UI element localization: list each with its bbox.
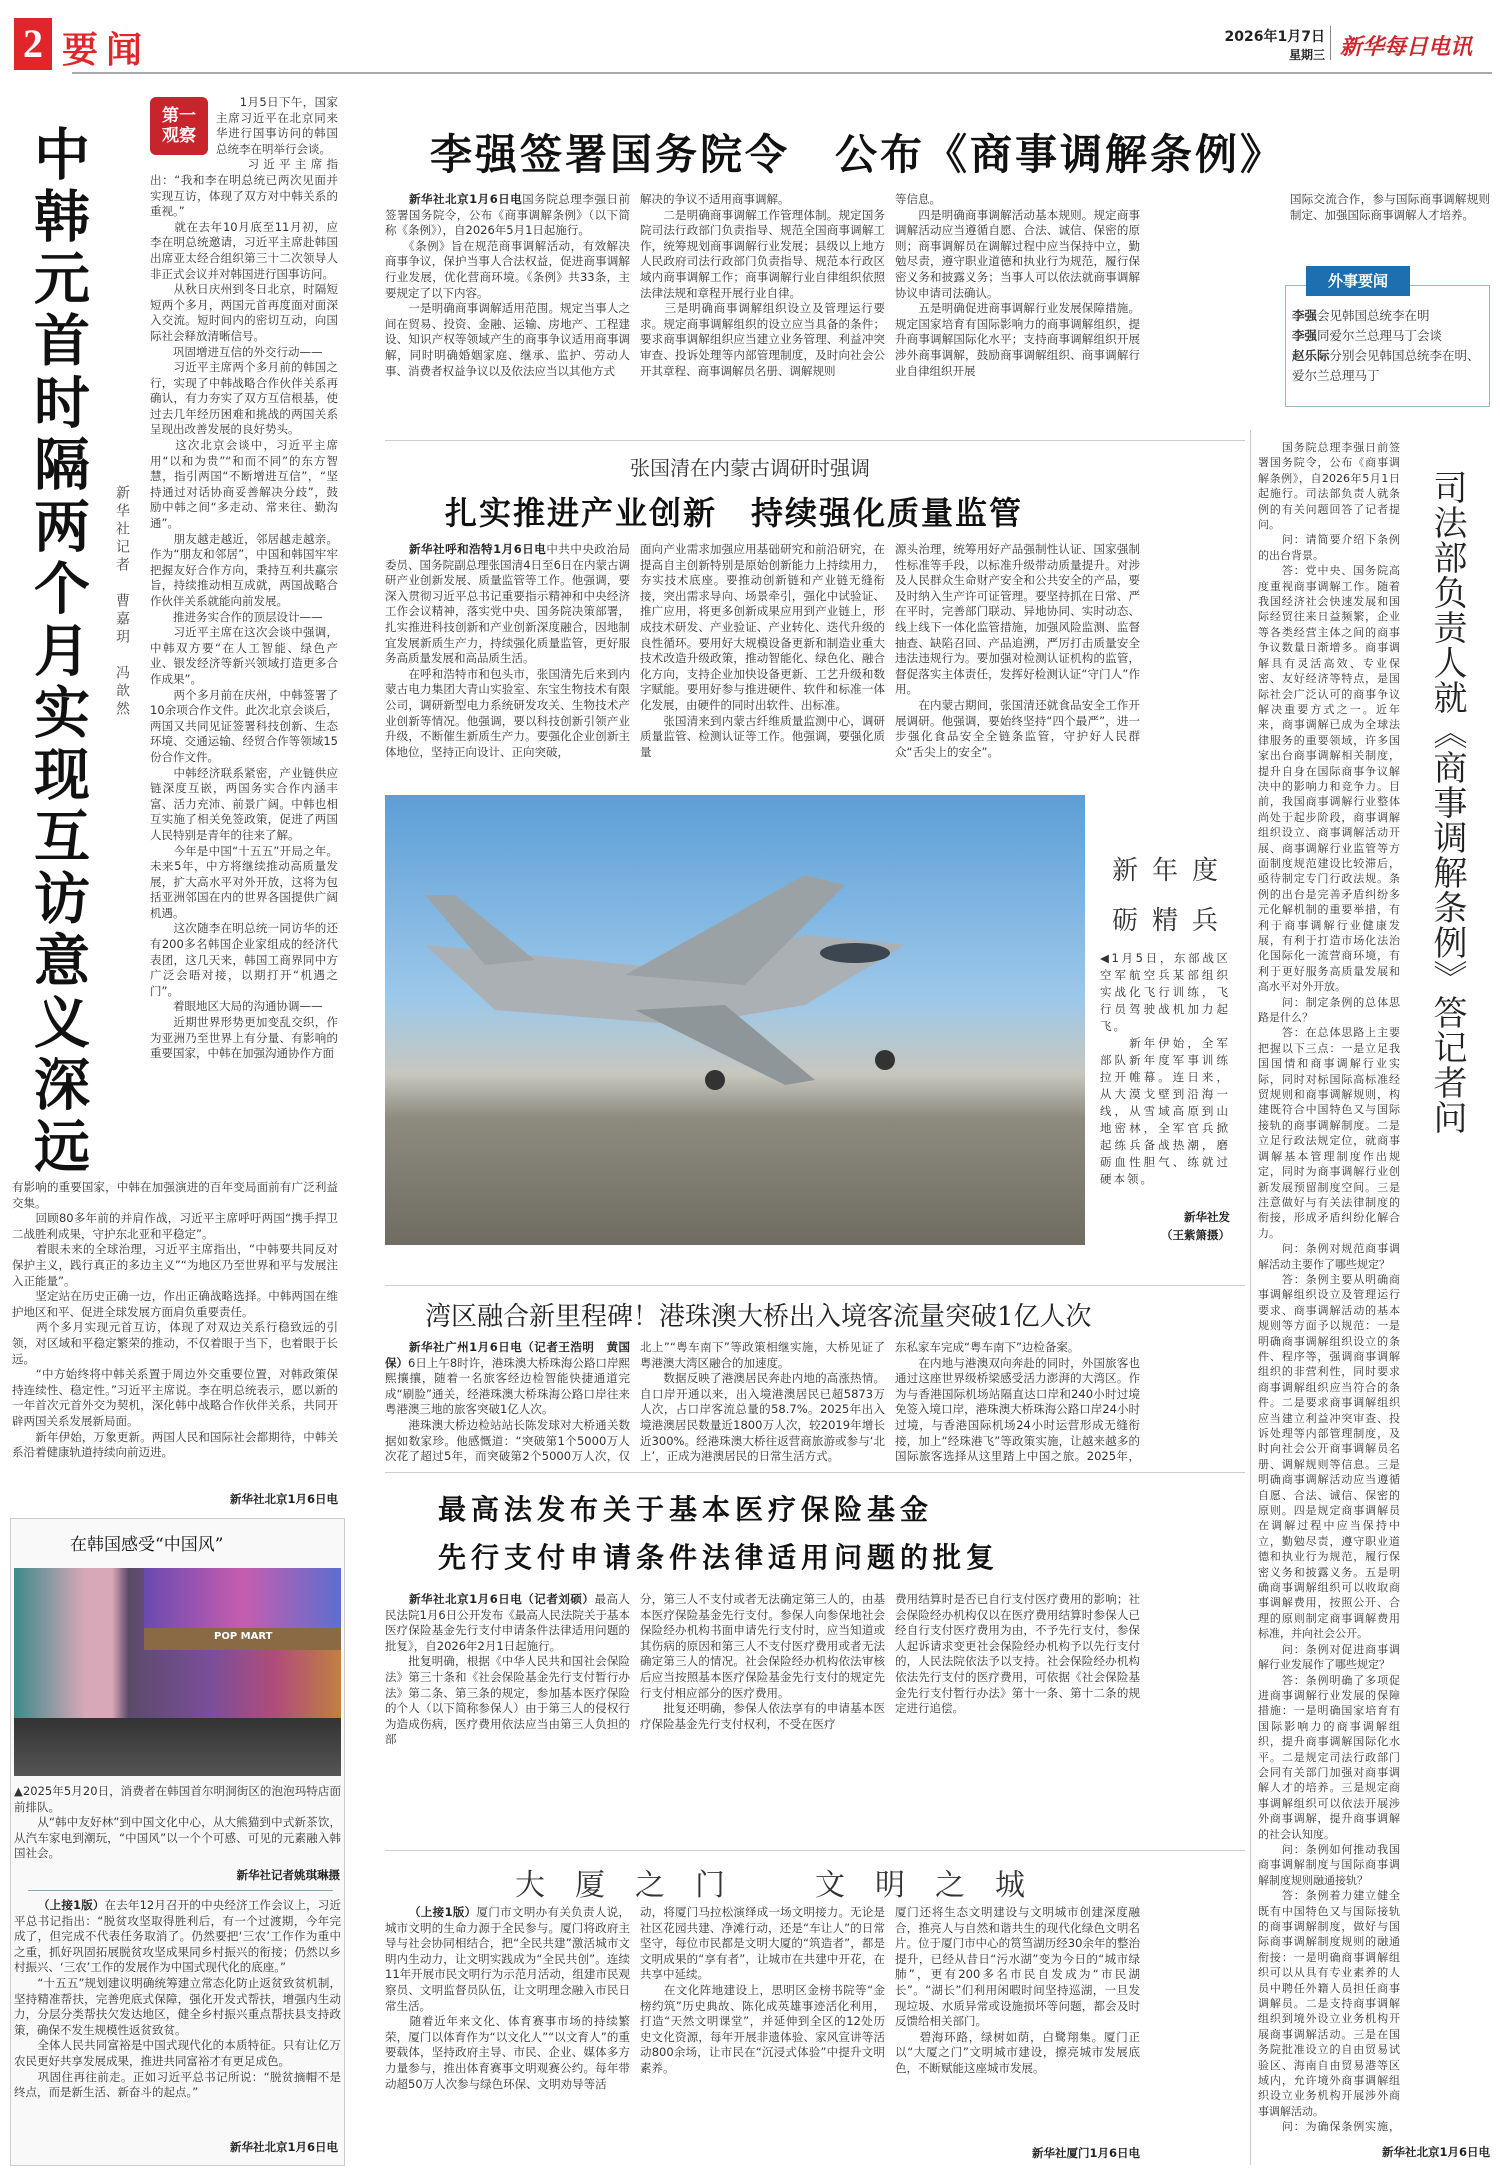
article4-headline-line2: 先行支付申请条件法律适用问题的批复 bbox=[438, 1541, 1000, 1574]
page-number: 2 bbox=[14, 18, 52, 70]
fighter-jet-icon bbox=[385, 795, 1085, 1245]
continued-text: 在去年12月召开的中央经济工作会议上，习近平总书记指出：“脱贫攻坚取得胜利后，有一个过渡期，今年完成了，但完成不代表任务取消了。仍然要把‘三农’工作作为重中之重，抓好巩固拓展脱贫攻坚成果同乡村振兴的衔接；仍然以乡村振兴、‘三农’工作的发展作为中国式现代化的底座。” “十五五”规划建议明确统筹建立常态化防止返贫致贫机制，坚持精准帮扶，完善兜底式保障，强化开发式帮扶，增强内生动力，分层分类帮扶欠发达地区，健全乡村振兴重点帮扶县支持政策，确保不发生规模性返贫致贫。 全体人民共同富裕是中国式现代化的本质特征。只有让亿万农民更好共享发展成果，推进共同富裕才有更足成色。 巩固住再往前走。正如习近平总书记所说：“脱贫摘帽不是终点，而是新生活、新奋斗的起点。” bbox=[14, 1898, 341, 2100]
article4-col-2: 分，第三人不支付或者无法确定第三人的，由基本医疗保险基金先行支付。参保人向参保地社会保险经办机构书面申请先行支付时，应当知道或其伤病的原因和第三人不支付医疗费用或者无法确定第三人的情况。社会保险经办机构依法审核后应当按照基本医疗保险基金先行支付的规定先行支付相应部分的医疗费用。 批复还明确，参保人依法享有的申请基本医疗保险基金先行支付权利，不受在医疗 bbox=[640, 1592, 885, 1731]
article5-continued-label: （上接1版） bbox=[409, 1905, 477, 1919]
article2-col-3: 源头治理，统筹用好产品强制性认证、国家强制性标准等手段，以标准升级带动质量提升。对涉及人民群众生命财产安全和公共安全的产品，要及时纳入生产许可证管理。要坚持抓在日常、严在平时，完善部门联动、异地协同、实时动态、线上线下一体化监管措施，加强风险监测、监督抽查、缺陷召回、产品追溯，严厉打击质量安全违法违规行为。要加强对检测认证机构的监管，督促落实主体责任，发挥好检测认证“守门人”作用。 在内蒙古期间，张国清还就食品安全工作开展调研。他强调，要始终坚持“四个最严”，进一步强化食品安全全链条监管，守护好人民群众“舌尖上的安全”。 bbox=[895, 542, 1140, 759]
article4-headline-line1: 最高法发布关于基本医疗保险基金 bbox=[438, 1493, 934, 1526]
pop-mart-sign: POP MART bbox=[214, 1631, 273, 1642]
korea-headline: 中韩元首时隔两个月实现互访意义深远 bbox=[25, 125, 91, 1179]
photo-credit-agency: 新华社发 bbox=[1184, 1210, 1230, 1224]
article1-col-1 bbox=[385, 192, 630, 432]
section-rule bbox=[385, 440, 1245, 441]
korea-article-full: 有影响的重要国家，中韩在加强演进的百年变局面前有广泛利益交集。 回顾80多年前的并肩作战，习近平主席呼吁两国“携手捍卫二战胜利成果，守护东北亚和平稳定”。 着眼未来的全球治理，习近平主席指出，“中韩要共同反对保护主义，践行真正的多边主义”“为地区乃至世界和平与发展注入正能量”。 坚定站在历史正确一边，作出正确战略选择。中韩两国在维护地区和平、促进全球发展方面肩负重要责任。 两个多月实现元首互访，体现了对双边关系行稳致远的引领，对区域和平稳定繁荣的推动，不仅着眼于当下，也着眼于长远。 “中方始终将中韩关系置于周边外交重要位置，对韩政策保持连续性、稳定性。”习近平主席说。李在明总统表示，愿以新的一年首次元首外交为契机，深化韩中战略合作伙伴关系，共同开辟两国关系发展新局面。 新年伊始，万象更新。两国人民和国际社会都期待，中韩关系沿着健康轨道持续向前迈进。 bbox=[12, 1180, 338, 1460]
photo-title-line1: 新年度 bbox=[1112, 856, 1233, 886]
article3-col-2: 北上”“粤车南下”等政策相继实施，大桥见证了粤港澳大湾区融合的加速度。 数据反映了港澳居民奔赴内地的高涨热情。自口岸开通以来，出入境港澳居民已超5873万人次，占口岸客流总量的58.7%。2025年出入境港澳居民数量近1800万人次，较2019年增长近300%。经港珠澳大桥往返营商旅游或参与‘北上’，正成为港澳居民的日常生活方式。 bbox=[640, 1340, 885, 1464]
article4-col-1: 新华社北京1月6日电（记者刘硕）最高人民法院1月6日公开发布《最高人民法院关于基本医疗保险基金先行支付申请条件法律适用问题的批复》，自2026年2月1日起施行。 批复明确，根据《中华人民共和国社会保险法》第三十条和《社会保险基金先行支付暂行办法》第二条、第三条的规定，参加基本医疗保险的个人（以下简称参保人）由于第三人的侵权行为造成伤病，医疗费用依法应当由第三人负担的部 bbox=[385, 1592, 630, 1747]
issue-date bbox=[1195, 26, 1325, 63]
article1-text: 国务院总理李强日前签署国务院令，公布《商事调解条例》（以下简称《条例》），自2026年5月1日起施行。 《条例》旨在规范商事调解活动，有效解决商事争议，保护当事人合法权益，促进商事调解行业发展，优化营商环境。《条例》共33条，主要规定了以下内容。 一是明确商事调解适用范围。规定当事人之间在贸易、投资、金融、运输、房地产、工程建设、知识产权等领域产生的商事争议适用商事调解，同时明确婚姻家庭、继承、监护、劳动人事、消费者权益争议以及依法应当以其他方式 bbox=[385, 192, 630, 378]
header-divider bbox=[1330, 26, 1331, 60]
foreign-news-list bbox=[1292, 306, 1487, 386]
article1-dateline: 新华社北京1月6日电 bbox=[409, 192, 523, 206]
photo-caption: ▲2025年5月20日，消费者在韩国首尔明洞街区的泡泡玛特店面前排队。 从“韩中友好林”到中国文化中心，从大熊猫到中式新茶饮，从汽车家电到潮玩，“中国风”以一个个可感、可见的元素融入韩国社会。 bbox=[14, 1784, 341, 1861]
article5-headline: 大 厦 之 门 文 明 之 城 bbox=[515, 1868, 1025, 1903]
weekday: 星期三 bbox=[1288, 48, 1325, 62]
foreign-news-item[interactable]: 赵乐际分别会见韩国总统李在明、爱尔兰总理马丁 bbox=[1292, 348, 1480, 383]
qa-dateline: 新华社北京1月6日电 bbox=[1381, 2145, 1490, 2159]
qa-article: 国务院总理李强日前签署国务院令，公布《商事调解条例》，自2026年5月1日起施行。司法部负责人就条例的有关问题回答了记者提问。 问：请简要介绍下条例的出台背景。 答：党中央、国务院高度重视商事调解工作。随着我国经济社会快速发展和国际经贸往来日益频繁，企业等各类经营主体之间的商事争议数量日渐增多。商事调解具有灵活高效、专业保密、友好经济等特点，是国际社会广泛认可的商事争议解决重要方式之一。近年来，商事调解已成为全球法律服务的重要领域，许多国家出台商事调解相关制度，提升自身在国际商事争议解决中的影响力和竞争力。目前，我国商事调解行业整体尚处于起步阶段，商事调解组织设立、商事调解活动开展、商事调解行业监管等方面制度规范建设比较滞后，亟待制定专门行政法规。条例的出台是完善矛盾纠纷多元化解机制的重要举措，有利于商事调解行业健康发展，有利于打造市场化法治化国际化一流营商环境，有利于更好服务高质量发展和高水平对外开放。 问：制定条例的总体思路是什么？ 答：在总体思路上主要把握以下三点：一是立足我国国情和商事调解行业实际，同时对标国际高标准经贸规则和商事调解规则，构建既符合中国特色又与国际接轨的商事调解制度。二是立足行政法规定位，就商事调解基本管理制度作出规定，同时为商事调解行业创新发展预留制度空间。三是注意做好与有关法律制度的衔接，形成矛盾纠纷化解合力。 问：条例对规范商事调解活动主要作了哪些规定？ 答：条例主要从明确商事调解组织设立及管理运行要求、商事调解活动的基本规则等方面予以规范：一是明确商事调解组织设立的条件、程序等，强调商事调解组织的非营利性，同时要求商事调解组织应当符合的条件。二是要求商事调解组织应当建立利益冲突审查、投诉处理等内部管理制度，及时向社会公开商事调解员名册、调解规则等信息。三是明确商事调解活动应当遵循自愿、合法、诚信、保密的原则。四是规定商事调解员在调解过程中应当保持中立，勤勉尽责，遵守职业道德和执业行为规范，履行保密义务和披露义务。五是明确商事调解组织可以收取商事调解费用，按照公开、合理的原则制定商事调解费用标准，并向社会公开。 问：条例对促进商事调解行业发展作了哪些规定？ 答：条例明确了多项促进商事调解行业发展的保障措施：一是明确国家培育有国际影响力的商事调解组织，提升商事调解国际化水平。二是规定司法行政部门会同有关部门加强对商事调解人才的培养。三是规定商事调解组织可以依法开展涉外商事调解，提升商事调解的社会认知度。 问：条例如何推动我国商事调解制度与国际商事调解制度规则融通接轨？ 答：条例着力建立健全既有中国特色又与国际接轨的商事调解制度，做好与国际商事调解制度规则的融通衔接：一是明确商事调解组织可以从具有专业素养的人员中聘任外籍人员担任商事调解员。二是支持商事调解组织到境外设立业务机构开展商事调解活动。三是在国务院批准设立的自由贸易试验区、海南自由贸易港等区域内，允许境外商事调解组织设立业务机构开展涉外商事调解活动。 问：为确保条例实施， bbox=[1258, 441, 1400, 2134]
paper-logo: 新华每日电讯 bbox=[1340, 34, 1473, 60]
photo-box-title: 在韩国感受“中国风” bbox=[70, 1535, 224, 1555]
korea-article-text: 1月5日下午，国家主席习近平在北京同来华进行国事访问的韩国总统李在明举行会谈。 习近平主席指出：“我和李在明总统已两次见面并实现互访，体现了双方对中韩关系的重视。” 就在去年10月底至11月初，应李在明总统邀请，习近平主席赴韩国出席亚太经合组织第三十二次领导人非正式会议并对韩国进行国事访问。 从秋日庆州到冬日北京，时隔短短两个多月，两国元首再度面对面深入交流。短时间内的密切互动，向国际社会释放清晰信号。 巩固增进互信的外交行动—— 习近平主席两个多月前的韩国之行，实现了中韩战略合作伙伴关系再确认，有力夯实了双方互信根基，使过去几年经历困难和挑战的两国关系呈现出改善发展的良好势头。 这次北京会谈中，习近平主席用“以和为贵”“和而不同”的东方智慧，指引两国“不断增进互信”，“坚持通过对话协商妥善解决分歧”，鼓励中韩之间“多走动、常来往、勤沟通”。 朋友越走越近，邻居越走越亲。作为“朋友和邻居”，中国和韩国牢牢把握友好合作方向，秉持互利共赢宗旨，持续推动相互成就，两国战略合作伙伴关系就能向前发展。 推进务实合作的顶层设计—— 习近平主席在这次会谈中强调，中韩双方要“在人工智能、绿色产业、银发经济等新兴领域打造更多合作成果”。 两个多月前在庆州，中韩签署了10余项合作文件。此次北京会谈后，两国又共同见证签署科技创新、生态环境、交通运输、经贸合作等领域15份合作文件。 中韩经济联系紧密，产业链供应链深度互嵌，两国务实合作内涵丰富、活力充沛、前景广阔。中韩也相互实施了相关免签政策，促进了两国人民特别是青年的往来了解。 今年是中国“十五五”开局之年。未来5年，中方将继续推动高质量发展，扩大高水平对外开放，这将为包括亚洲邻国在内的世界各国提供广阔机遇。 这次随李在明总统一同访华的还有200多名韩国企业家组成的经济代表团，这几天来，韩国工商界同中方广泛会晤对接，以期打开“机遇之门”。 着眼地区大局的沟通协调—— 近期世界形势更加变乱交织，作为亚洲乃至世界上有分量、有影响的重要国家，中韩在加强沟通协作方面 bbox=[150, 95, 338, 1061]
section-rule bbox=[385, 1285, 1245, 1286]
article2-col-1: 新华社呼和浩特1月6日电中共中央政治局委员、国务院副总理张国清4日至6日在内蒙古调研产业创新发展、质量监管等工作。他强调，要深入贯彻习近平总书记重要指示精神和中央经济工作会议精神，落实党中央、国务院决策部署，扎实推进科技创新和产业创新深度融合，因地制宜发展新质生产力，持续强化质量监管，更好服务高质量发展和高品质生活。 在呼和浩特市和包头市，张国清先后来到内蒙古电力集团大青山实验室、东宝生物技术有限公司，调研新型电力系统研发攻关、生物技术产业创新等情况。他强调，要以科技创新引领产业升级，不断催生新质生产力。要强化企业创新主体地位，坚持正向设计、正向突破， bbox=[385, 542, 630, 759]
article5-col-1: （上接1版）厦门市文明办有关负责人说，城市文明的生命力源于全民参与。厦门将政府主导与社会协同相结合，把“全民共建”激活城市文明内生动力，让文明实践成为“全民共创”。连续11年开展市民文明行为示范月活动，组建市民观察员、文明监督员队伍，让文明理念融入市民日常生活。 随着近年来文化、体育赛事市场的持续繁荣，厦门以体育作为“以文化人”“以文育人”的重要载体，坚持政府主导、市民、企业、媒体多方力量参与，推出体育赛事文明观赛公约。每年带动超50万人次参与绿色环保、文明劝导等活 bbox=[385, 1905, 630, 2091]
article2-headline: 扎实推进产业创新 持续强化质量监管 bbox=[445, 494, 1024, 532]
article3-col-3: 东私家车完成“粤车南下”边检备案。 在内地与港澳双向奔赴的同时，外国旅客也通过这座世界级桥梁感受活力澎湃的大湾区。作为与香港国际机场站隔直达口岸和240小时过境免签入境口岸，港珠澳大桥珠海公路口岸24小时过境，与香港国际机场24小时运营形成无缝衔接，加上“经珠港飞”等政策实施，让越来越多的国际旅客选择从这里踏上中国之旅。2025年， bbox=[895, 1340, 1140, 1464]
qa-headline: 司法部负责人就《商事调解条例》答记者问 bbox=[1427, 470, 1467, 1135]
header-rule bbox=[72, 72, 1492, 74]
article4-dateline: 新华社北京1月6日电（记者刘硕） bbox=[409, 1592, 595, 1606]
photo-credit: 新华社记者姚琪琳摄 bbox=[236, 1868, 340, 1882]
article1-headline: 李强签署国务院令 公布《商事调解条例》 bbox=[430, 130, 1286, 179]
article3-headline: 湾区融合新里程碑！港珠澳大桥出入境客流量突破1亿人次 bbox=[425, 1302, 1092, 1332]
section-rule bbox=[385, 1472, 1245, 1473]
article3-col-1: 新华社广州1月6日电（记者王浩明 黄国保）6日上午8时许，港珠澳大桥珠海公路口岸熙熙攘攘，随着一名旅客经边检智能快捷通道完成“刷脸”通关，经港珠澳大桥珠海公路口岸往来粤港澳三地的旅客突破1亿人次。 港珠澳大桥边检站站长陈发球对大桥通关数据如数家珍。他感慨道：“突破第1个5000万人次花了超过5年，而突破第2个5000万人次，仅 bbox=[385, 1340, 630, 1464]
photo-caption-jet: ◀1月5日，东部战区空军航空兵某部组织实战化飞行训练，飞行员驾驶战机加力起飞。 新年伊始，全军部队新年度军事训练拉开帷幕。连日来，从大漠戈壁到沿海一线，从雪域高原到山地密林，全军官兵掀起练兵备战热潮，磨砺血性胆气、练就过硬本领。 bbox=[1100, 951, 1230, 1186]
article5-col-2: 动，将厦门马拉松演绎成一场文明接力。无论是社区花园共建、净滩行动，还是“车让人”的日常坚守，每位市民都是文明大厦的“筑造者”，都是文明成果的“享有者”，让城市在共建中开花，在共享中延续。 在文化阵地建设上，思明区金榜书院等“金榜约筑”历史典故、陈化成英雄事迹活化利用，打造“天然文明课堂”，并延伸到全区的12处历史文化资源，每年开展非遗体验、家风宣讲等活动800余场，让市民在“沉浸式体验”中提升文明素养。 bbox=[640, 1905, 885, 2075]
byline: 新华社记者 曹嘉玥 冯歆然 bbox=[114, 485, 130, 719]
article2-kicker: 张国清在内蒙古调研时强调 bbox=[630, 456, 870, 480]
article5-col-3: 厦门还将生态文明建设与文明城市创建深度融合，推亮人与自然和谐共生的现代化绿色文明名片。位于厦门市中心的筼筜湖历经30余年的整治提升，已经从昔日“污水湖”变为今日的“城市绿肺”，更有200多名市民自发成为“市民湖长”。“湖长”们利用闲暇时间坚持巡湖，一旦发现垃圾、水质异常或设施损坏等问题，都会及时反馈给相关部门。 碧海环路，绿树如荫，白鹭翔集。厦门正以“大厦之门”文明城市建设，擦亮城市发展底色，不断赋能这座城市发展。 bbox=[895, 1905, 1140, 2075]
article4-col-3: 费用结算时是否已自行支付医疗费用的影响；社会保险经办机构仅以在医疗费用结算时参保人已经自行支付医疗费用为由，不予先行支付，参保人起诉请求变更社会保险经办机构予以先行支付的，人民法院依法予以支持。社会保险经办机构依法先行支付的医疗费用，可依据《社会保险基金先行支付暂行办法》第十一条、第十二条的规定进行追偿。 bbox=[895, 1592, 1140, 1716]
section-title: 要闻 bbox=[62, 29, 151, 71]
photo-box-rule bbox=[28, 1890, 333, 1891]
continued-label: （上接1版） bbox=[38, 1898, 105, 1912]
article2-col-2: 面向产业需求加强应用基础研究和前沿研究，在提高自主创新特别是原始创新能力上持续用力，夯实技术底座。要推动创新链和产业链无缝衔接，突出需求导向、场景牵引，强化中试验证、推广应用，将更多创新成果应用到产业链上，形成技术研发、产业验证、产业转化、迭代升级的良性循环。要用好大规模设备更新和制造业重大技术改造升级政策，推动智能化、绿色化、融合化方向，支持企业加快设备更新、工艺升级和数字赋能。要用好参与推进硬件、软件和标准一体化发展，由硬件的同时出软件、出标准。 张国清来到内蒙古纤维质量监测中心，调研质量监管、检测认证等工作。他强调，要强化质量 bbox=[640, 542, 885, 759]
article1-col-3: 等信息。 四是明确商事调解活动基本规则。规定商事调解活动应当遵循自愿、合法、诚信、保密的原则；商事调解员在调解过程中应当保持中立，勤勉尽责，遵守职业道德和执业行为规范，履行保密义务和披露义务；当事人可以依法就商事调解协议申请司法确认。 五是明确促进商事调解行业发展保障措施。规定国家培育有国际影响力的商事调解组织，提升商事调解国际化水平；支持商事调解组织开展涉外商事调解，鼓励商事调解组织、商事调解行业自律组织开展 bbox=[895, 192, 1140, 378]
first-observation-badge: 第一观察 bbox=[150, 97, 208, 155]
date: 2026年1月7日 bbox=[1224, 29, 1325, 45]
foreign-news-item[interactable]: 李强会见韩国总统李在明 bbox=[1292, 308, 1430, 323]
article2-dateline: 新华社呼和浩特1月6日电 bbox=[409, 542, 547, 556]
photo-title-line2: 砺精兵 bbox=[1112, 906, 1233, 936]
photo-credit-photographer: （王紫箫摄） bbox=[1161, 1228, 1230, 1242]
foreign-news-item[interactable]: 李强同爱尔兰总理马丁会谈 bbox=[1292, 328, 1443, 343]
fighter-jet-photo bbox=[385, 795, 1085, 1245]
continued-article bbox=[14, 1898, 341, 2132]
article5-dateline: 新华社厦门1月6日电 bbox=[1031, 2146, 1140, 2160]
column-rule bbox=[1250, 430, 1251, 2165]
pop-mart-photo bbox=[14, 1568, 341, 1776]
article1-col-4: 国际交流合作，参与国际商事调解规则制定、加强国际商事调解人才培养。 bbox=[1290, 192, 1490, 222]
section-rule bbox=[385, 1850, 1245, 1851]
continued-dateline: 新华社北京1月6日电 bbox=[229, 2140, 338, 2154]
korea-article-col bbox=[150, 95, 338, 1180]
article1-col-2: 解决的争议不适用商事调解。 二是明确商事调解工作管理体制。规定国务院司法行政部门负责指导、规范全国商事调解工作，统筹规划商事调解行业发展；县级以上地方人民政府司法行政部门负责指导、规范本行政区域内商事调解工作；商事调解行业自律组织依照法律法规和章程开展行业自律。 三是明确商事调解组织设立及管理运行要求。规定商事调解组织的设立应当具备的条件；要求商事调解组织应当建立业务管理、利益冲突审查、投诉处理等内部管理制度，及时向社会公开其章程、商事调解员名册、调解规则 bbox=[640, 192, 885, 378]
korea-dateline: 新华社北京1月6日电 bbox=[229, 1492, 338, 1506]
foreign-news-title: 外事要闻 bbox=[1306, 266, 1410, 296]
article3-dateline: 新华社广州1月6日电（记者王浩明 黄国保） bbox=[385, 1340, 630, 1370]
